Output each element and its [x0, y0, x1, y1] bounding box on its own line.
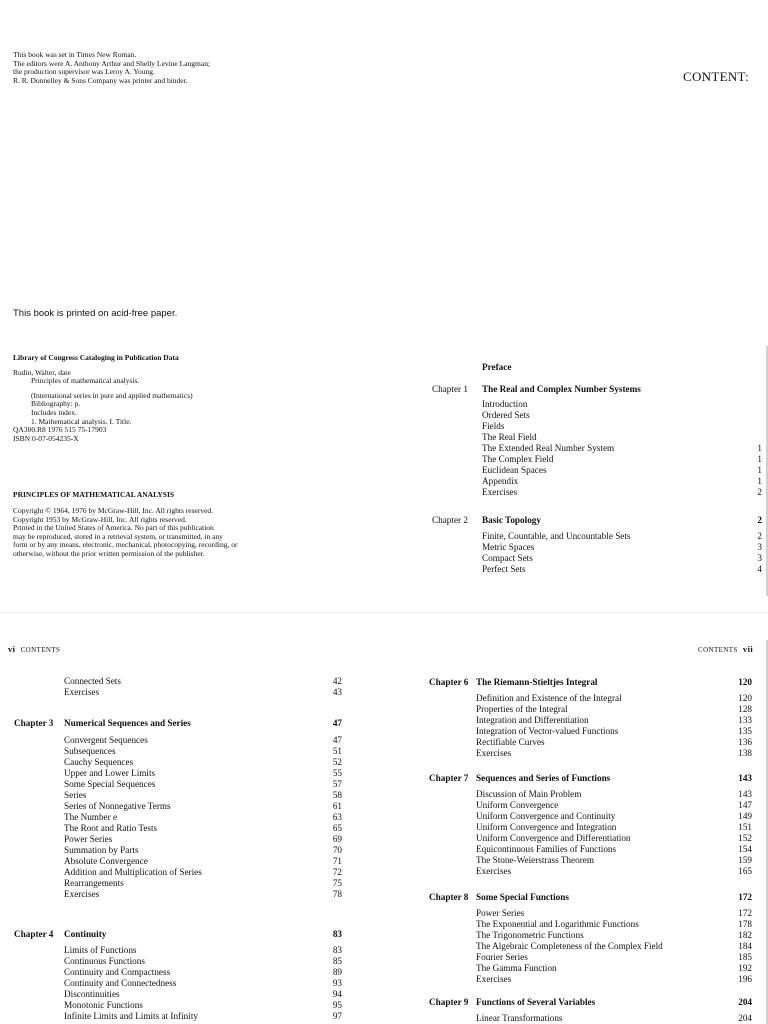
toc-page: 204	[738, 1013, 752, 1023]
cip-line: Rudin, Walter, date	[13, 367, 71, 377]
toc-item: Integration and Differentiation	[476, 715, 589, 725]
toc-item: Uniform Convergence and Integration	[476, 822, 617, 832]
toc-item: Monotonic Functions	[64, 1000, 143, 1010]
toc-item: Subsequences	[64, 746, 116, 756]
toc-page: 52	[332, 757, 342, 767]
toc-page: 97	[332, 1011, 342, 1021]
toc-item: Continuity and Compactness	[64, 967, 171, 977]
toc-item: The Trigonometric Functions	[476, 930, 584, 940]
toc-page: 55	[332, 768, 342, 778]
toc-page: 94	[332, 989, 342, 999]
copyright-line: Copyright 1953 by McGraw-Hill, Inc. All rights reserved.	[13, 514, 187, 524]
chapter-page: 47	[332, 718, 342, 728]
page-number: vii	[742, 644, 754, 654]
toc-item: Exercises	[476, 748, 512, 758]
toc-item: Addition and Multiplication of Series	[64, 867, 202, 877]
toc-page: 178	[738, 919, 752, 929]
copyright-line: form or by any means, electronic, mechanical, photocopying, recording, or	[13, 540, 238, 550]
toc-page: 149	[738, 811, 752, 821]
toc-item: Rearrangements	[64, 878, 124, 888]
chapter-title: Continuity	[64, 929, 107, 939]
toc-item: Compact Sets	[482, 553, 533, 563]
toc-item: Exercises	[476, 974, 512, 984]
toc-item: The Root and Ratio Tests	[64, 823, 158, 833]
acid-free-note: This book is printed on acid-free paper.	[13, 308, 178, 319]
toc-item: The Extended Real Number System	[482, 443, 615, 453]
toc-page: 78	[332, 889, 342, 899]
chapter-label: Chapter 2	[432, 515, 468, 525]
toc-item: Ordered Sets	[482, 410, 530, 420]
chapter-label: Chapter 4	[14, 929, 54, 939]
colophon	[13, 51, 210, 85]
preface-heading: Preface	[482, 362, 512, 372]
chapter-label: Chapter 1	[432, 384, 468, 394]
toc-item: Fields	[482, 421, 505, 431]
toc-item: Cauchy Sequences	[64, 757, 134, 767]
chapter-title: The Real and Complex Number Systems	[482, 384, 641, 394]
toc-item: Appendix	[482, 476, 519, 486]
cip-block	[13, 354, 193, 443]
toc-item: Uniform Convergence	[476, 800, 559, 810]
toc-page: 133	[738, 715, 752, 725]
toc-item: Exercises	[64, 687, 100, 697]
toc-page: 152	[738, 833, 752, 843]
chapter-page: 2	[757, 515, 762, 525]
toc-item: Properties of the Integral	[476, 704, 568, 714]
toc-item: Exercises	[64, 889, 100, 899]
chapter-label: Chapter 7	[429, 773, 469, 783]
chapter-label: Chapter 9	[429, 997, 469, 1007]
toc-page: 2	[757, 531, 762, 541]
running-head: CONTENTS	[698, 646, 738, 654]
page-vi-header	[8, 644, 60, 654]
toc-item: Continuity and Connectedness	[64, 978, 177, 988]
toc-item: Power Series	[476, 908, 525, 918]
toc-item: Discontinuities	[64, 989, 120, 999]
page-vii-toc	[429, 677, 752, 1024]
toc-page: 4	[757, 564, 762, 574]
toc-item: Euclidean Spaces	[482, 465, 547, 475]
chapter-title: Sequences and Series of Functions	[476, 773, 611, 783]
toc-page: 85	[332, 956, 342, 966]
chapter-page: 172	[738, 892, 752, 902]
toc-item: Fourier Series	[476, 952, 528, 962]
toc-item: Exercises	[476, 866, 512, 876]
book-title: PRINCIPLES OF MATHEMATICAL ANALYSIS	[13, 490, 175, 499]
cip-heading: Library of Congress Cataloging in Publication Data	[13, 353, 179, 362]
toc-page: 65	[332, 823, 342, 833]
toc-item: Series	[64, 790, 87, 800]
toc-item: Linear Transformations	[476, 1013, 563, 1023]
toc-page: 69	[332, 834, 342, 844]
toc-page: 1	[757, 454, 762, 464]
chapter-label: Chapter 8	[429, 892, 469, 902]
toc-page: 165	[738, 866, 752, 876]
toc-page: 42	[332, 676, 342, 686]
toc-page: 57	[332, 779, 342, 789]
toc-item: Summation by Parts	[64, 845, 139, 855]
toc-item: The Stone-Weierstrass Theorem	[476, 855, 594, 865]
toc-item: The Gamma Function	[476, 963, 557, 973]
toc-page: 1	[757, 476, 762, 486]
toc-page: 185	[738, 952, 752, 962]
toc-page: 71	[332, 856, 342, 866]
page-vi-toc	[14, 676, 342, 1024]
toc-page: 89	[332, 967, 342, 977]
colophon-line: the production supervisor was Leroy A. Young.	[13, 67, 155, 77]
toc-page: 143	[738, 789, 752, 799]
toc-item: Definition and Existence of the Integral	[476, 693, 622, 703]
toc-item: Finite, Countable, and Uncountable Sets	[482, 531, 631, 541]
toc-page: 75	[332, 878, 342, 888]
colophon-line: This book was set in Times New Roman.	[13, 50, 137, 59]
toc-item: Discussion of Main Problem	[476, 789, 582, 799]
cip-line: QA300.R8 1976 515 75-17903	[13, 425, 107, 435]
toc-item: The Complex Field	[482, 454, 554, 464]
toc-item: Equicontinuous Families of Functions	[476, 844, 617, 854]
toc-item: Perfect Sets	[482, 564, 526, 574]
chapter-title: Basic Topology	[482, 515, 541, 525]
toc-item: The Number e	[64, 812, 118, 822]
toc-item: Limits of Functions	[64, 945, 137, 955]
toc-item: Series of Nonnegative Terms	[64, 801, 171, 811]
cip-line: (International series in pure and applied mathematics)	[31, 390, 193, 400]
toc-item: Exercises	[482, 487, 518, 497]
toc-page: 3	[757, 542, 762, 552]
chapter-title: Functions of Several Variables	[476, 997, 596, 1007]
toc-page: 182	[738, 930, 752, 940]
toc-page: 128	[738, 704, 752, 714]
toc-item: The Exponential and Logarithmic Functions	[476, 919, 639, 929]
colophon-line: The editors were A. Anthony Arthur and Shelly Levine Langman;	[13, 58, 211, 68]
toc-page: 138	[738, 748, 752, 758]
cip-line: Includes index.	[31, 407, 77, 417]
toc-page: 192	[738, 963, 752, 973]
toc-page: 147	[738, 800, 752, 810]
toc-item: Uniform Convergence and Differentiation	[476, 833, 631, 843]
toc-page: 136	[738, 737, 752, 747]
toc-page: 63	[332, 812, 342, 822]
toc-item: Absolute Convergence	[64, 856, 148, 866]
toc-item: Rectifiable Curves	[476, 737, 545, 747]
toc-page: 95	[332, 1000, 342, 1010]
toc-page: 43	[332, 687, 342, 697]
toc-page: 2	[757, 487, 762, 497]
toc-page: 154	[738, 844, 752, 854]
toc-page: 58	[332, 790, 342, 800]
toc-page: 196	[738, 974, 752, 984]
toc-item: The Algebraic Completeness of the Complex Field	[476, 941, 663, 951]
toc-page: 151	[738, 822, 752, 832]
toc-page: 51	[332, 746, 342, 756]
toc-page: 184	[738, 941, 752, 951]
cip-line: ISBN 0-07-054235-X	[13, 433, 79, 443]
chapter-title: The Riemann-Stieltjes Integral	[476, 677, 598, 687]
copyright-line: may be reproduced, stored in a retrieval system, or transmitted, in any	[13, 531, 223, 541]
cip-line: Principles of mathematical analysis.	[31, 376, 140, 386]
copyright-line: otherwise, without the prior written permission of the publisher.	[13, 548, 205, 558]
contents-heading: CONTENT:	[683, 69, 750, 84]
toc-page: 61	[332, 801, 342, 811]
toc-item: Introduction	[482, 399, 528, 409]
page-divider	[0, 612, 768, 613]
toc-item: Convergent Sequences	[64, 735, 148, 745]
toc-page: 1	[757, 465, 762, 475]
chapter-title: Some Special Functions	[476, 892, 569, 902]
toc-page: 72	[332, 867, 342, 877]
toc-page: 47	[332, 735, 342, 745]
chapter-page: 143	[738, 773, 752, 783]
toc-page: 3	[757, 553, 762, 563]
toc-item: Power Series	[64, 834, 113, 844]
copyright-block	[13, 507, 238, 559]
page-vii-header	[698, 644, 753, 654]
chapter-title: Numerical Sequences and Series	[64, 718, 191, 728]
cip-line: 1. Mathematical analysis. I. Title.	[31, 416, 132, 426]
toc-item: Integration of Vector-valued Functions	[476, 726, 619, 736]
chapter-page: 204	[738, 997, 752, 1007]
toc-item: Uniform Convergence and Continuity	[476, 811, 616, 821]
toc-page: 172	[738, 908, 752, 918]
toc-page: 93	[332, 978, 342, 988]
page-number: vi	[8, 644, 16, 654]
toc-item: Upper and Lower Limits	[64, 768, 156, 778]
cip-line: Bibliography: p.	[31, 399, 81, 409]
chapter-label: Chapter 6	[429, 677, 469, 687]
toc-page: 83	[332, 945, 342, 955]
toc-page: 1	[757, 443, 762, 453]
chapter-page: 83	[332, 929, 342, 939]
copyright-line: Copyright © 1964, 1976 by McGraw-Hill, Inc. All rights reserved.	[13, 506, 214, 515]
copyright-line: Printed in the United States of America. No part of this publication	[13, 523, 214, 533]
chapter-page: 120	[738, 677, 752, 687]
toc-page: 120	[738, 693, 752, 703]
toc-page: 159	[738, 855, 752, 865]
toc-item: Metric Spaces	[482, 542, 535, 552]
toc-item: Connected Sets	[64, 676, 121, 686]
toc-page: 135	[738, 726, 752, 736]
toc-item: Some Special Sequences	[64, 779, 156, 789]
toc-item: Infinite Limits and Limits at Infinity	[64, 1011, 198, 1021]
toc-item: The Real Field	[482, 432, 537, 442]
chapter-label: Chapter 3	[14, 718, 54, 728]
toc-page: 70	[332, 845, 342, 855]
toc-item: Continuous Functions	[64, 956, 145, 966]
colophon-line: R. R. Donnelley & Sons Company was printer and binder.	[13, 75, 188, 85]
running-head: CONTENTS	[20, 646, 61, 654]
